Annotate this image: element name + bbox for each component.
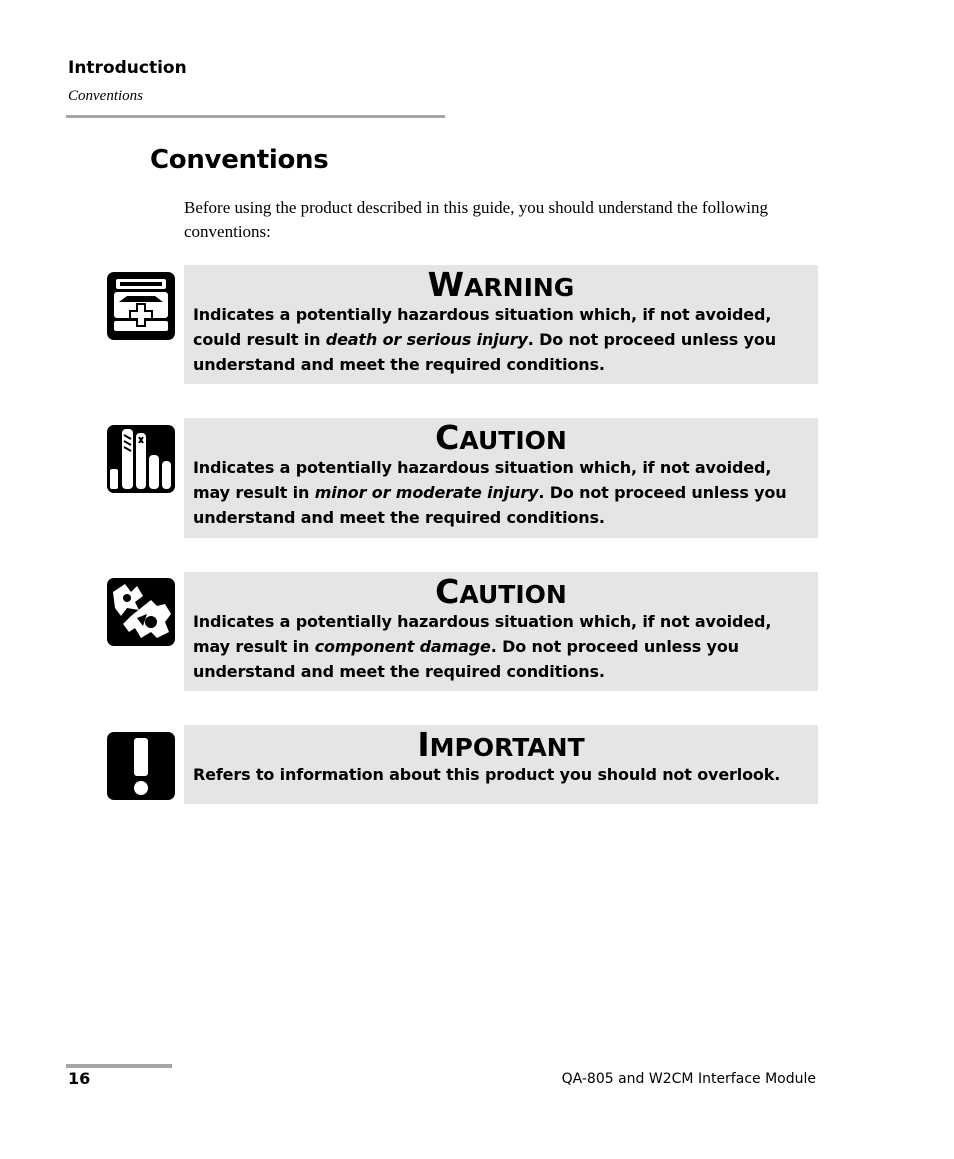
important-notice [184,725,818,804]
notice-text: Indicates a potentially hazardous situation which, if not avoided, may result in minor or moderate injury. Do not proceed unless you understand and meet the required conditions. [193,458,787,527]
notice-title: CAUTION [435,418,567,457]
chapter-title: Introduction [68,58,187,78]
injured-hand-icon [107,425,175,493]
intro-paragraph: Before using the product described in this guide, you should understand the following conventions: [184,198,769,241]
section-breadcrumb: Conventions [68,88,143,104]
notice-text: Refers to information about this product you should not overlook. [193,765,781,784]
header-divider [66,115,445,118]
document-title: QA-805 and W2CM Interface Module [561,1071,816,1087]
caution-damage-notice [184,572,818,691]
footer-divider [66,1064,172,1068]
ambulance-icon [107,272,175,340]
warning-notice [184,265,818,384]
notice-text: Indicates a potentially hazardous situation which, if not avoided, may result in component damage. Do not proceed unless you understand and meet the required conditions. [193,612,772,681]
broken-gear-icon [107,578,175,646]
notice-title: IMPORTANT [417,725,585,764]
notice-title: WARNING [427,265,575,304]
notice-title: CAUTION [435,572,567,611]
notice-text: Indicates a potentially hazardous situation which, if not avoided, could result in death or serious injury. Do not proceed unless you understand and meet the required conditions. [193,305,776,374]
caution-injury-notice [184,418,818,538]
page-number: 16 [68,1069,91,1088]
page-title: Conventions [150,145,329,175]
exclamation-icon [107,732,175,800]
